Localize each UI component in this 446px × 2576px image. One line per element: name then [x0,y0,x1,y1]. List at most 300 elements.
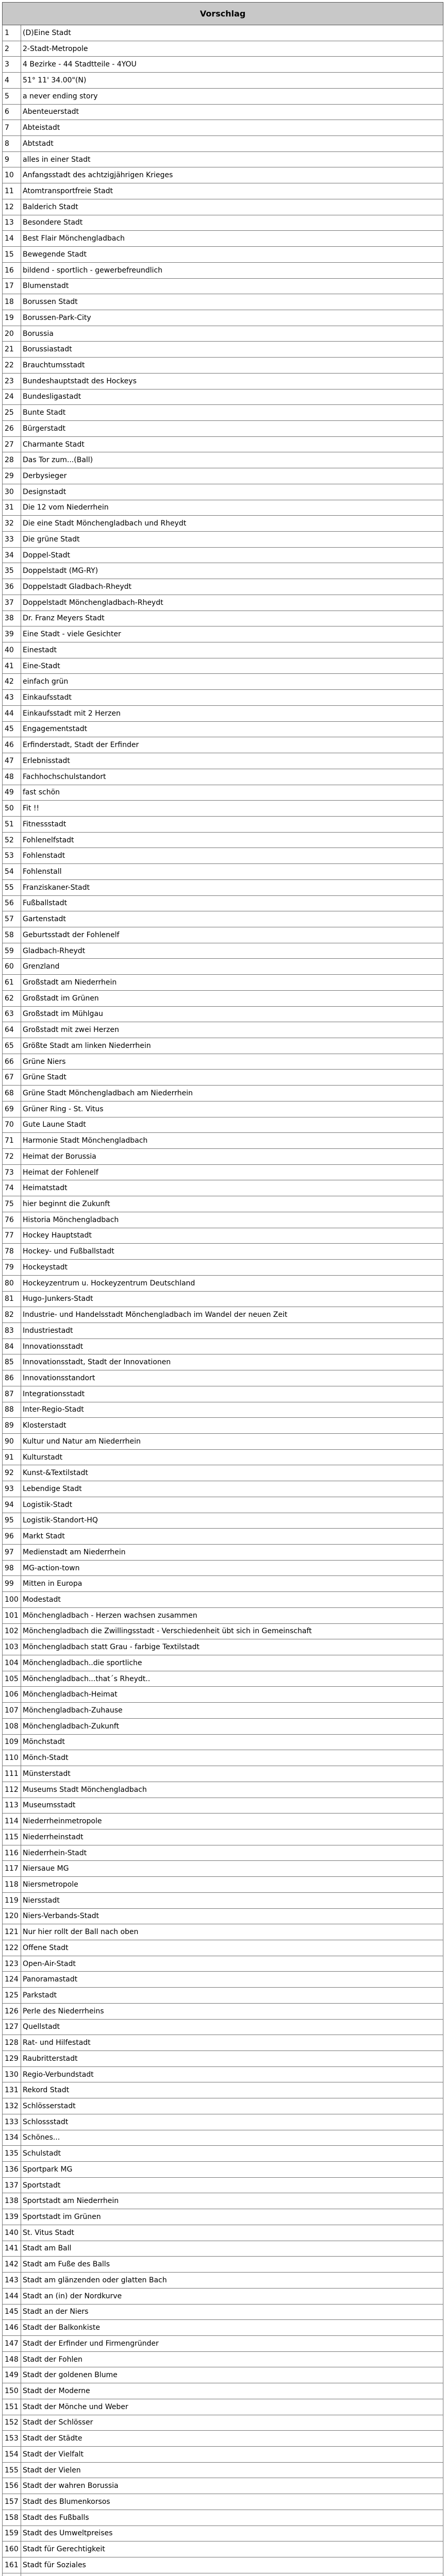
row-number: 69 [3,1101,21,1117]
proposal-text: Mönchstadt [21,1734,443,1750]
row-number: 38 [3,611,21,626]
table-row [3,231,443,247]
row-number: 41 [3,658,21,674]
row-number: 5 [3,88,21,104]
table-row [3,57,443,73]
table-row [3,1750,443,1766]
table-row [3,2367,443,2383]
table-row [3,199,443,215]
row-number: 27 [3,436,21,452]
table-row [3,342,443,358]
row-number: 55 [3,879,21,895]
table-row [3,1006,443,1022]
table-row [3,1323,443,1338]
row-number: 81 [3,1291,21,1307]
proposal-text: Bunte Stadt [21,405,443,421]
proposal-text: Stadt der Erfinder und Firmengründer [21,2335,443,2351]
proposal-text: Quellstadt [21,2019,443,2035]
proposal-text: Gladbach-Rheydt [21,943,443,959]
proposal-text: Borussen Stadt [21,294,443,310]
row-number: 39 [3,626,21,642]
table-row [3,1307,443,1323]
row-number: 32 [3,516,21,532]
proposal-text: Logistik-Stadt [21,1497,443,1513]
proposal-text: Doppelstadt (MG-RY) [21,563,443,579]
table-row [3,151,443,167]
table-row [3,1607,443,1623]
proposal-text: Die 12 vom Niederrhein [21,500,443,516]
row-number: 155 [3,2462,21,2478]
table-row [3,674,443,690]
row-number: 56 [3,895,21,911]
table-row [3,626,443,642]
table-row [3,911,443,927]
row-number: 97 [3,1545,21,1561]
row-number: 147 [3,2335,21,2351]
row-number: 134 [3,2130,21,2146]
row-number: 107 [3,1703,21,1719]
row-number: 77 [3,1228,21,1244]
proposal-text: Größte Stadt am linken Niederrhein [21,1038,443,1054]
table-row [3,1529,443,1545]
proposal-text: Hugo-Junkers-Stadt [21,1291,443,1307]
row-number: 132 [3,2098,21,2114]
row-number: 15 [3,247,21,263]
proposal-text: Mönchengladbach-Heimat [21,1687,443,1703]
table-row [3,452,443,468]
row-number: 115 [3,1829,21,1845]
row-number: 31 [3,500,21,516]
row-number: 103 [3,1639,21,1655]
table-row [3,895,443,911]
proposal-text: Niersstadt [21,1892,443,1908]
table-row [3,41,443,57]
proposal-text: Harmonie Stadt Mönchengladbach [21,1133,443,1149]
proposal-text: Industrie- und Handelsstadt Mönchengladbach im Wandel der neuen Zeit [21,1307,443,1323]
proposal-text: Die grüne Stadt [21,532,443,548]
row-number: 109 [3,1734,21,1750]
proposal-text: Niederrheinstadt [21,1829,443,1845]
row-number: 143 [3,2273,21,2289]
proposal-text: Schulstadt [21,2146,443,2162]
proposal-text: Engagementstadt [21,721,443,737]
table-row [3,690,443,706]
row-number: 159 [3,2526,21,2541]
table-row [3,1481,443,1497]
table-row [3,1164,443,1180]
row-number: 40 [3,642,21,658]
row-number: 145 [3,2304,21,2320]
row-number: 133 [3,2114,21,2130]
table-row [3,547,443,563]
row-number: 30 [3,484,21,500]
proposal-text: Stadt des Blumenkorsos [21,2494,443,2510]
row-number: 138 [3,2193,21,2209]
proposal-text: St. Vitus Stadt [21,2225,443,2241]
proposal-text: Heimat der Fohlenelf [21,1164,443,1180]
proposal-text: Borussiastadt [21,342,443,358]
row-number: 146 [3,2320,21,2336]
proposal-text: Doppel-Stadt [21,547,443,563]
proposal-text: Stadt der Mönche und Weber [21,2399,443,2415]
row-number: 126 [3,2003,21,2019]
table-row [3,2494,443,2510]
table-row [3,1291,443,1307]
proposal-text: Bewegende Stadt [21,247,443,263]
proposal-text: einfach grün [21,674,443,690]
row-number: 23 [3,373,21,389]
proposal-text: Grüner Ring - St. Vitus [21,1101,443,1117]
row-number: 13 [3,215,21,231]
proposal-text: Sportpark MG [21,2162,443,2178]
proposal-text: Innovationsstadt, Stadt der Innovationen [21,1354,443,1370]
row-number: 160 [3,2541,21,2557]
row-number: 72 [3,1149,21,1165]
proposal-text: Hockey Hauptstadt [21,1228,443,1244]
proposal-text: (D)Eine Stadt [21,25,443,41]
row-number: 25 [3,405,21,421]
proposal-text: Rat- und Hilfestadt [21,2035,443,2051]
proposal-text: Innovationsstandort [21,1370,443,1386]
proposal-text: Fohlenstall [21,864,443,880]
table-row [3,183,443,199]
proposal-text: Best Flair Mönchengladbach [21,231,443,247]
row-number: 76 [3,1212,21,1228]
table-row [3,1845,443,1861]
proposal-text: Stadt der wahren Borussia [21,2478,443,2494]
row-number: 129 [3,2051,21,2067]
proposal-text: Borussen-Park-City [21,310,443,326]
proposal-text: fast schön [21,785,443,801]
row-number: 120 [3,1908,21,1924]
table-row [3,136,443,152]
proposal-text: Stadt der goldenen Blume [21,2367,443,2383]
table-row [3,1861,443,1877]
table-row [3,2098,443,2114]
table-row [3,2383,443,2399]
table-row [3,167,443,183]
row-number: 59 [3,943,21,959]
row-number [3,2573,21,2576]
table-row [3,2130,443,2146]
table-row [3,2146,443,2162]
table-row [3,2510,443,2526]
table-row [3,532,443,548]
table-row [3,2288,443,2304]
proposal-text: Niersmetropole [21,1877,443,1893]
row-number: 158 [3,2510,21,2526]
row-number: 67 [3,1070,21,1086]
row-number: 65 [3,1038,21,1054]
proposal-text: bildend - sportlich - gewerbefreundlich [21,262,443,278]
row-number: 10 [3,167,21,183]
table-row [3,2177,443,2193]
table-row [3,389,443,405]
table-row [3,1086,443,1101]
table-row [3,1814,443,1829]
table-header-row [3,3,443,25]
row-number: 127 [3,2019,21,2035]
proposal-text: Rekord Stadt [21,2082,443,2098]
proposal-text: Einkaufsstadt mit 2 Herzen [21,705,443,721]
row-number: 51 [3,816,21,832]
table-row [3,1782,443,1798]
table-body [3,25,443,2576]
proposal-text: Klosterstadt [21,1418,443,1434]
row-number: 148 [3,2351,21,2367]
table-row [3,1433,443,1449]
row-number: 19 [3,310,21,326]
row-number: 91 [3,1449,21,1465]
row-number: 116 [3,1845,21,1861]
row-number: 100 [3,1592,21,1608]
row-number: 122 [3,1940,21,1956]
proposal-text: Inter-Regio-Stadt [21,1402,443,1418]
proposal-text: Mönchengladbach die Zwillingsstadt - Verschiedenheit übt sich in Gemeinschaft [21,1623,443,1639]
table-row [3,294,443,310]
table-row [3,2399,443,2415]
proposal-text: Mitten in Europa [21,1576,443,1592]
proposal-text: Stadt des Umweltpreises [21,2526,443,2541]
table-row [3,1354,443,1370]
row-number: 62 [3,990,21,1006]
proposal-text: Fitnessstadt [21,816,443,832]
row-number: 154 [3,2446,21,2462]
table-row [3,516,443,532]
row-number: 89 [3,1418,21,1434]
proposal-text: Stadt an der Niers [21,2304,443,2320]
row-number: 42 [3,674,21,690]
proposal-text: Sportstadt [21,2177,443,2193]
proposal-text: Grüne Niers [21,1054,443,1070]
proposal-text: Abteistadt [21,120,443,136]
row-number: 16 [3,262,21,278]
table-row [3,642,443,658]
row-number: 87 [3,1386,21,1402]
proposal-text: Parkstadt [21,1988,443,2004]
proposal-text: alles in einer Stadt [21,151,443,167]
row-number: 29 [3,468,21,484]
table-row [3,2225,443,2241]
table-row [3,2082,443,2098]
table-row [3,1655,443,1671]
row-number: 152 [3,2415,21,2431]
proposal-text: Borussia [21,326,443,342]
table-row [3,1260,443,1276]
table-row [3,1212,443,1228]
table-row [3,2019,443,2035]
row-number: 140 [3,2225,21,2241]
row-number: 141 [3,2241,21,2257]
table-row [3,1196,443,1212]
table-row [3,2193,443,2209]
proposal-text: Stadt der Moderne [21,2383,443,2399]
row-number: 94 [3,1497,21,1513]
proposal-text: Fohlenstadt [21,848,443,864]
table-row [3,104,443,120]
proposal-text: Stadt am Ball [21,2241,443,2257]
row-number: 102 [3,1623,21,1639]
table-row [3,405,443,421]
proposal-text: Balderich Stadt [21,199,443,215]
proposal-text: Niederrhein-Stadt [21,1845,443,1861]
proposal-text: Das Tor zum...(Ball) [21,452,443,468]
row-number: 2 [3,41,21,57]
row-number: 144 [3,2288,21,2304]
proposal-text: Gute Laune Stadt [21,1117,443,1133]
row-number: 18 [3,294,21,310]
proposal-text: Heimat der Borussia [21,1149,443,1165]
table-row [3,1038,443,1054]
proposal-text: Sportstadt im Grünen [21,2209,443,2225]
row-number: 80 [3,1275,21,1291]
proposal-text: Hockey- und Fußballstadt [21,1244,443,1260]
row-number: 73 [3,1164,21,1180]
row-number: 20 [3,326,21,342]
table-row [3,1940,443,1956]
row-number: 99 [3,1576,21,1592]
row-number: 90 [3,1433,21,1449]
table-header: Vorschlag [3,3,443,25]
row-number: 135 [3,2146,21,2162]
table-row [3,1117,443,1133]
proposal-text: Nur hier rollt der Ball nach oben [21,1924,443,1940]
row-number: 86 [3,1370,21,1386]
row-number: 64 [3,1022,21,1038]
proposal-text: Hockeyzentrum u. Hockeyzentrum Deutschland [21,1275,443,1291]
table-row [3,1370,443,1386]
table-row [3,1418,443,1434]
row-number: 161 [3,2557,21,2573]
proposal-text: Atomtransportfreie Stadt [21,183,443,199]
proposal-text: Abenteuerstadt [21,104,443,120]
row-number: 12 [3,199,21,215]
proposal-text: Grüne Stadt [21,1070,443,1086]
table-row [3,832,443,848]
table-row [3,990,443,1006]
table-row [3,1022,443,1038]
row-number: 48 [3,769,21,785]
row-number: 21 [3,342,21,358]
table-row [3,73,443,89]
table-row [3,658,443,674]
row-number: 75 [3,1196,21,1212]
table-row [3,2462,443,2478]
row-number: 123 [3,1956,21,1972]
proposal-text: Charmante Stadt [21,436,443,452]
proposal-text: Abtstadt [21,136,443,152]
proposal-text: Geburtsstadt der Fohlenelf [21,927,443,943]
proposal-text: Mönchengladbach..die sportliche [21,1655,443,1671]
row-number: 24 [3,389,21,405]
table-row [3,848,443,864]
proposal-text: Gartenstadt [21,911,443,927]
proposal-text: Kunst-&Textilstadt [21,1465,443,1481]
row-number: 8 [3,136,21,152]
row-number: 113 [3,1798,21,1814]
row-number: 66 [3,1054,21,1070]
row-number: 3 [3,57,21,73]
proposal-text: Lebendige Stadt [21,1481,443,1497]
row-number: 95 [3,1513,21,1529]
proposal-text: Museumsstadt [21,1798,443,1814]
table-row [3,1576,443,1592]
row-number: 47 [3,753,21,769]
table-row [3,2431,443,2447]
proposal-text: hier beginnt die Zukunft [21,1196,443,1212]
proposals-table [2,2,443,2576]
row-number: 52 [3,832,21,848]
proposal-text: 4 Bezirke - 44 Stadtteile - 4YOU [21,57,443,73]
row-number: 34 [3,547,21,563]
proposal-text: Stadt an (in) der Nordkurve [21,2288,443,2304]
proposal-text: Eine Stadt - viele Gesichter [21,626,443,642]
row-number: 149 [3,2367,21,2383]
table-row [3,2114,443,2130]
table-row [3,500,443,516]
proposal-text: Raubritterstadt [21,2051,443,2067]
proposal-text: Niers-Verbands-Stadt [21,1908,443,1924]
row-number: 131 [3,2082,21,2098]
proposal-text: Großstadt im Mühlgau [21,1006,443,1022]
table-row [3,737,443,753]
row-number: 124 [3,1972,21,1988]
row-number: 37 [3,595,21,611]
table-row [3,25,443,41]
row-number: 60 [3,959,21,975]
proposal-text: Stadt für Soziales [21,2557,443,2573]
table-row [3,2573,443,2576]
table-row [3,310,443,326]
table-row [3,436,443,452]
proposal-text: Industriestadt [21,1323,443,1338]
proposal-text: Fachhochschulstandort [21,769,443,785]
table-row [3,1070,443,1086]
proposal-text: Stadt der Balkonkiste [21,2320,443,2336]
proposal-text: Fußballstadt [21,895,443,911]
proposal-text: Mönchengladbach statt Grau - farbige Textilstadt [21,1639,443,1655]
table-row [3,2241,443,2257]
proposal-text: Historia Mönchengladbach [21,1212,443,1228]
table-row [3,2541,443,2557]
proposal-text: Franziskaner-Stadt [21,879,443,895]
proposal-text: Fit !! [21,801,443,817]
table-row [3,769,443,785]
table-row [3,2035,443,2051]
row-number: 105 [3,1671,21,1687]
proposal-text: Stadt am Fuße des Balls [21,2257,443,2273]
row-number: 128 [3,2035,21,2051]
proposal-text: Stadt der Schlösser [21,2415,443,2431]
table-row [3,721,443,737]
proposal-text: Kulturstadt [21,1449,443,1465]
table-row [3,801,443,817]
proposal-text: Regio-Verbundstadt [21,2066,443,2082]
table-row [3,2003,443,2019]
proposal-text: Erfinderstadt, Stadt der Erfinder [21,737,443,753]
proposal-text: Bundeshauptstadt des Hockeys [21,373,443,389]
table-row [3,1908,443,1924]
table-row [3,1149,443,1165]
row-number: 125 [3,1988,21,2004]
table-row [3,1623,443,1639]
table-row [3,2446,443,2462]
table-row [3,2478,443,2494]
proposal-text: Stadt des Fußballs [21,2510,443,2526]
proposal-text: Die eine Stadt Mönchengladbach und Rheydt [21,516,443,532]
row-number: 35 [3,563,21,579]
proposal-text: Stadt der Vielfalt [21,2446,443,2462]
